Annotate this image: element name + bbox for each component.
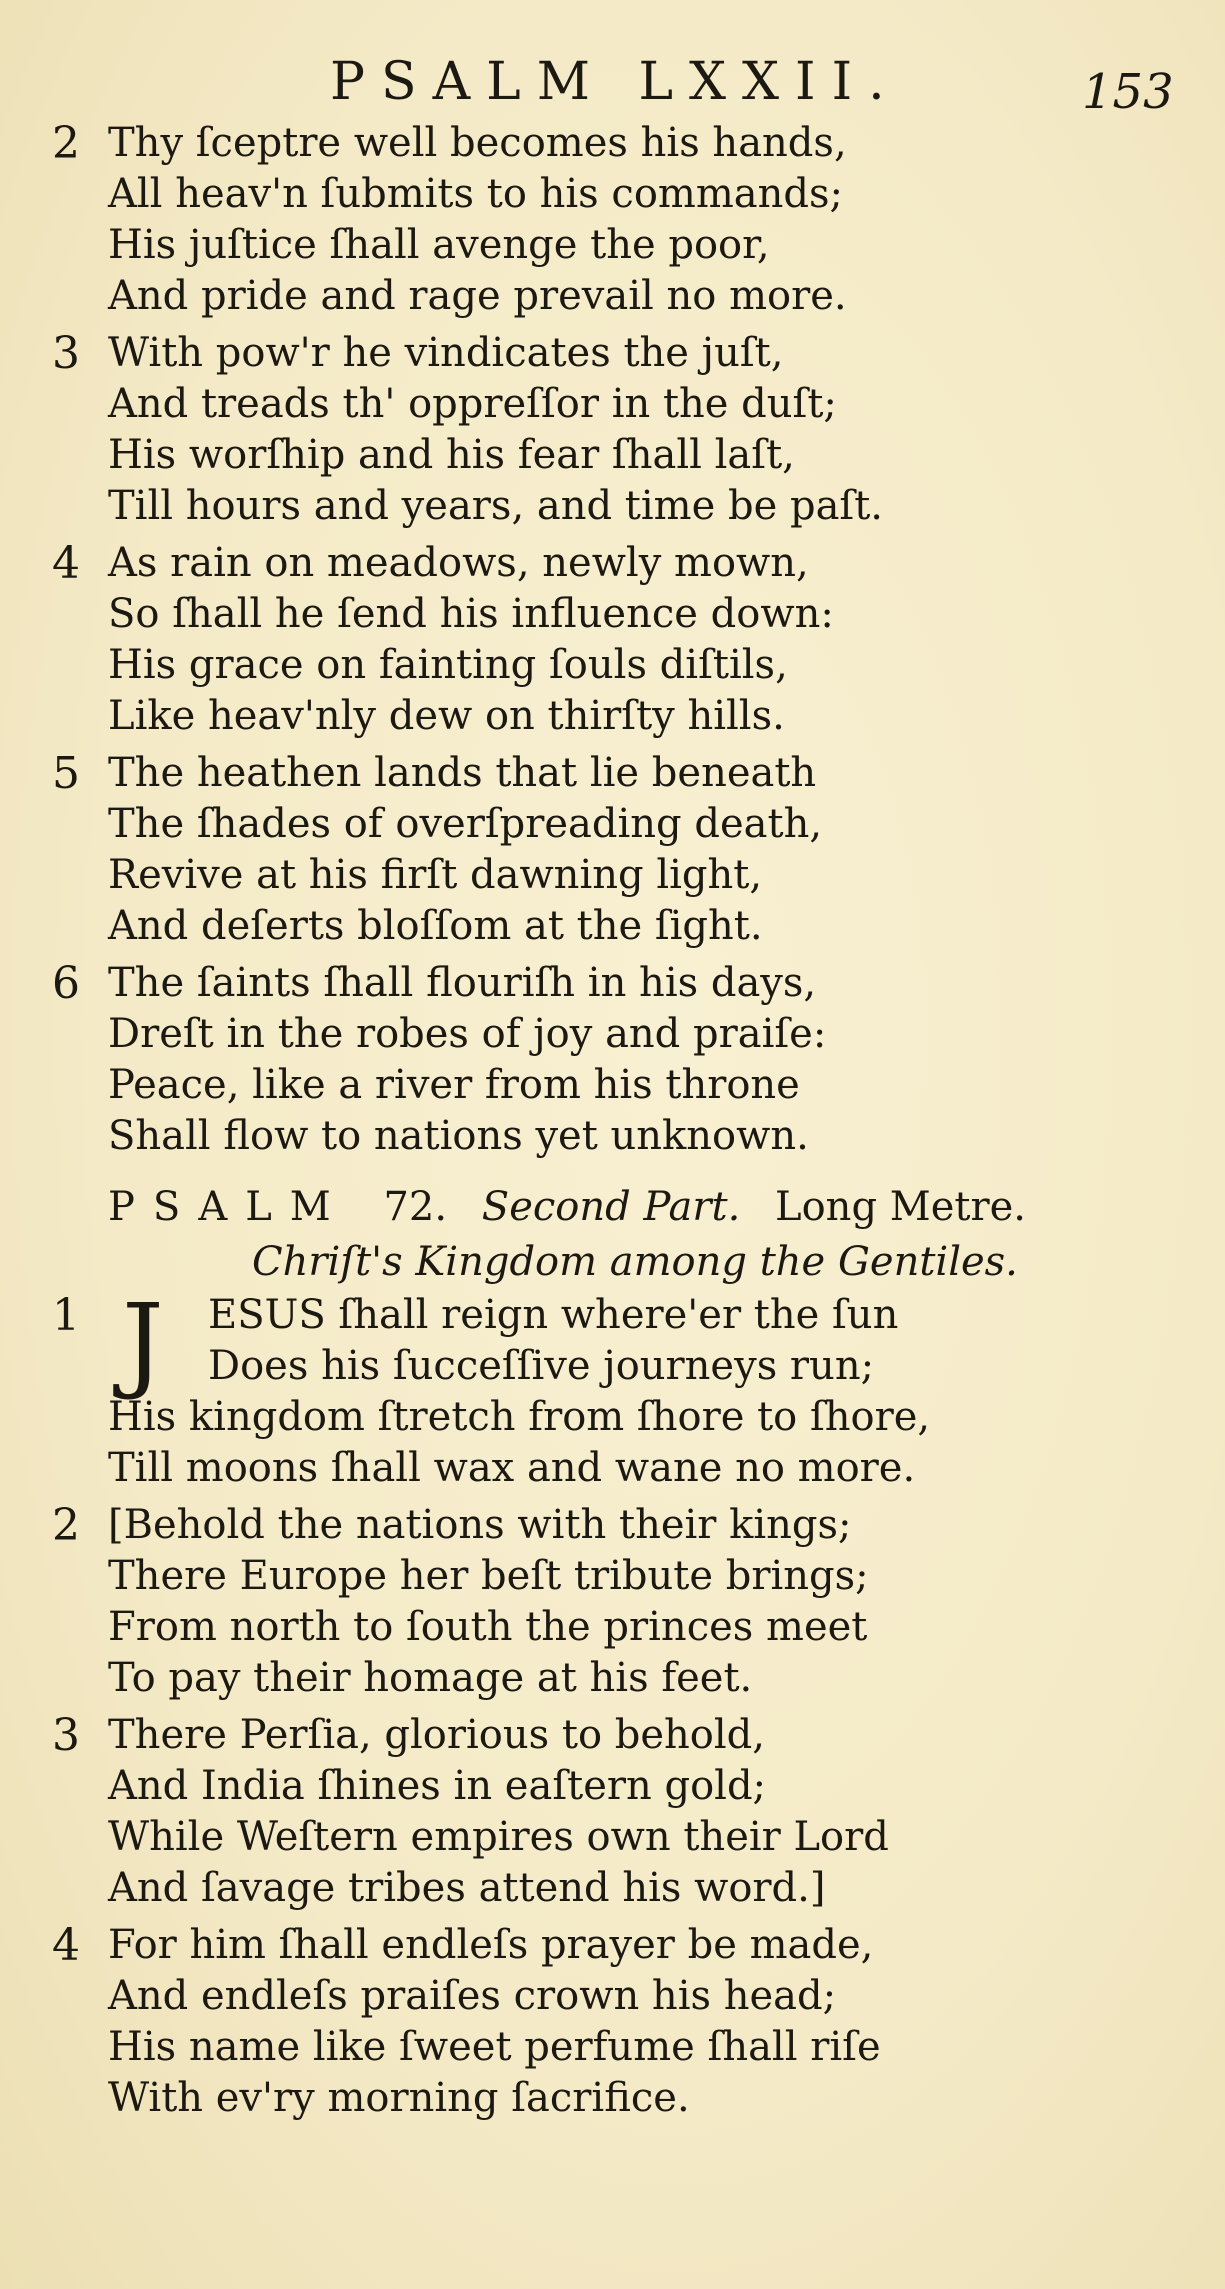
verse-line: The heathen lands that lie beneath — [108, 750, 817, 796]
verse-line: So ſhall he ſend his influence down: — [108, 591, 834, 637]
stanza-number: 5 — [52, 748, 80, 799]
stanza-number: 4 — [52, 538, 80, 589]
stanza-number: 2 — [52, 1500, 80, 1551]
verse-line: And India ſhines in eaſtern gold; — [108, 1763, 767, 1809]
stanza-number: 2 — [52, 118, 80, 169]
section-subtitle: Chriſt's Kingdom among the Gentiles. — [252, 1239, 1018, 1285]
verse-line: His grace on fainting ſouls diſtils, — [108, 642, 788, 688]
verse-line: Like heav'nly dew on thirſty hills. — [108, 693, 785, 739]
stanza-number: 3 — [52, 328, 80, 379]
verse-line: Till hours and years, and time be paſt. — [108, 483, 884, 529]
verse-line: His worſhip and his fear ſhall laſt, — [108, 432, 795, 478]
page-body — [0, 118, 1225, 2130]
section-psalm-label: PSALM — [108, 1184, 349, 1230]
verse-line: And ſavage tribes attend his word.] — [108, 1865, 826, 1911]
verse-line: His kingdom ſtretch from ſhore to ſhore, — [108, 1394, 931, 1440]
verse-line: While Weſtern empires own their Lord — [108, 1814, 889, 1860]
verse-line: Does his ſucceſſive journeys run; — [208, 1343, 875, 1389]
stanza-number: 3 — [52, 1710, 80, 1761]
stanza-2-second-part — [0, 1500, 1225, 1704]
stanza-number: 1 — [52, 1290, 80, 1341]
verse-line: As rain on meadows, newly mown, — [108, 540, 809, 586]
section-part-label: Second Part. — [481, 1184, 741, 1230]
stanza-4 — [0, 538, 1225, 742]
page-number: 153 — [1082, 64, 1174, 120]
verse-line: [Behold the nations with their kings; — [108, 1502, 852, 1548]
verse-line: For him ſhall endleſs prayer be made, — [108, 1922, 874, 1968]
stanza-6 — [0, 958, 1225, 1162]
verse-line: Peace, like a river from his throne — [108, 1062, 800, 1108]
verse-line: And endleſs praiſes crown his head; — [108, 1973, 837, 2019]
stanza-1 — [0, 1281, 1225, 1494]
page-header — [0, 52, 1225, 122]
verse-line: Till moons ſhall wax and wane no more. — [108, 1445, 916, 1491]
verse-line: ESUS ſhall reign where'er the ſun — [208, 1292, 899, 1338]
stanza-5 — [0, 748, 1225, 952]
section-heading — [108, 1180, 1225, 1234]
verse-line: His juſtice ſhall avenge the poor, — [108, 222, 770, 268]
verse-line: The ſhades of overſpreading death, — [108, 801, 823, 847]
stanza-3-second-part — [0, 1710, 1225, 1914]
verse-line: The ſaints ſhall flouriſh in his days, — [108, 960, 817, 1006]
stanza-number: 6 — [52, 958, 80, 1009]
verse-line: There Perſia, glorious to behold, — [108, 1712, 765, 1758]
verse-line: His name like ſweet perfume ſhall riſe — [108, 2024, 881, 2070]
verse-line: And pride and rage prevail no more. — [108, 273, 847, 319]
stanza-number: 4 — [52, 1920, 80, 1971]
stanza-4-second-part — [0, 1920, 1225, 2124]
verse-line: Dreſt in the robes of joy and praiſe: — [108, 1011, 827, 1057]
verse-line: With ev'ry morning ſacrifice. — [108, 2075, 690, 2121]
verse-line: And deſerts bloſſom at the ſight. — [108, 903, 763, 949]
section-metre: Long Metre. — [775, 1184, 1026, 1230]
verse-line: Thy ſceptre well becomes his hands, — [108, 120, 847, 166]
drop-cap: J — [122, 1281, 164, 1403]
verse-line: Revive at his firſt dawning light, — [108, 852, 763, 898]
stanza-2 — [0, 118, 1225, 322]
verse-line: All heav'n ſubmits to his commands; — [108, 171, 843, 217]
verse-line: From north to ſouth the princes meet — [108, 1604, 868, 1650]
verse-line: And treads th' oppreſſor in the duſt; — [108, 381, 837, 427]
section-psalm-number: 72. — [383, 1184, 448, 1230]
verse-line: With pow'r he vindicates the juſt, — [108, 330, 784, 376]
stanza-3 — [0, 328, 1225, 532]
verse-line: To pay their homage at his feet. — [108, 1655, 753, 1701]
verse-line: Shall flow to nations yet unknown. — [108, 1113, 809, 1159]
running-title: PSALM LXXII. — [330, 52, 901, 112]
verse-line: There Europe her beſt tribute brings; — [108, 1553, 869, 1599]
